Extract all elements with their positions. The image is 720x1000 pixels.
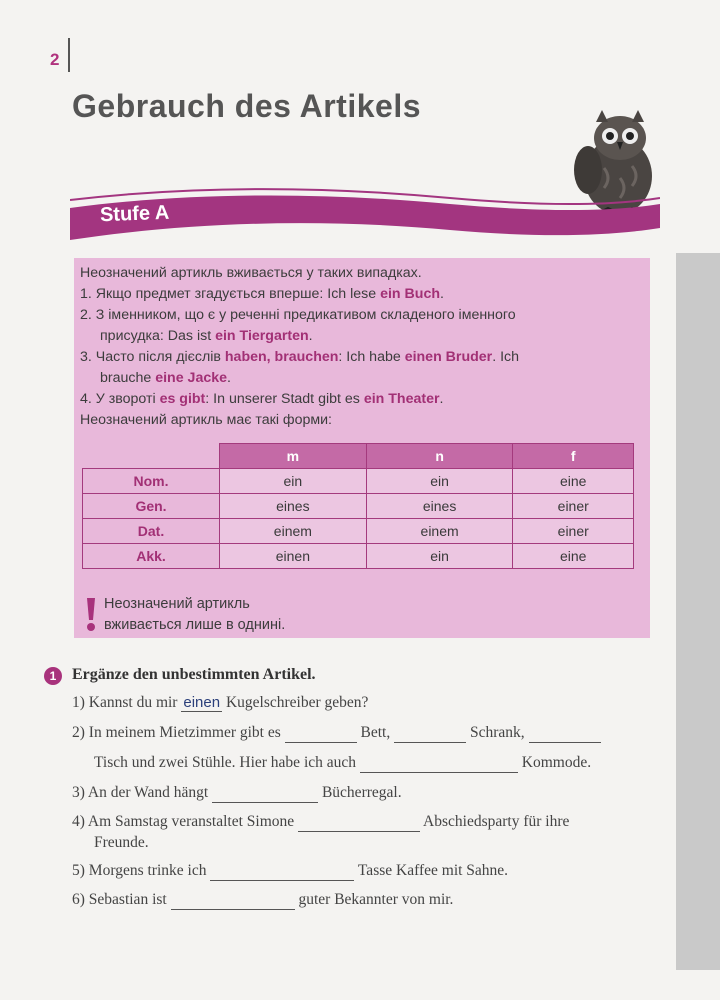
blank-field[interactable] [529,724,601,743]
rule-3-cont: brauche eine Jacke. [100,370,231,386]
exercise-item-3: 3) An der Wand hängt Bücherregal. [72,784,402,801]
header-f: f [513,444,634,469]
table-cell: eines [366,494,513,519]
table-cell: ein [366,469,513,494]
page-number: 2 [50,50,60,69]
case-label: Akk. [83,544,220,569]
table-cell: einer [513,519,634,544]
rule-text [80,263,640,431]
blank-field[interactable] [210,862,354,881]
answer-field-1[interactable]: einen [183,694,221,711]
rule-2-cont: присудка: Das ist ein Tiergarten. [100,328,313,344]
rule-2: 2. З іменником, що є у реченні предикативом складеного іменного [80,307,516,323]
exercise-item-4: 4) Am Samstag veranstaltet Simone Abschiedsparty für ihre [72,813,570,830]
rule-intro: Неозначений артикль вживається у таких випадках. [80,265,422,281]
note-line-2: вживається лише в однині. [104,617,286,633]
header-n: n [366,444,513,469]
side-strip [676,253,720,970]
blank-field[interactable] [285,724,357,743]
table-cell: einem [220,519,367,544]
table-cell: einem [366,519,513,544]
exercise-item-2-cont: Tisch und zwei Stühle. Hier habe ich auch Kommode. [94,754,592,771]
table-header-row [83,444,634,469]
exercise-item-2: 2) In meinem Mietzimmer gibt es Bett, Schrank, [72,724,601,743]
case-label: Dat. [83,519,220,544]
blank-field[interactable] [171,891,295,910]
table-cell: eine [513,544,634,569]
exercise-title: Ergänze den unbestimmten Artikel. [72,666,316,683]
exercise-item-1: 1) Kannst du mir einen Kugelschreiber geben? [72,694,369,711]
header-m: m [220,444,367,469]
table-cell: ein [220,469,367,494]
article-table [82,443,634,569]
table-cell: ein [366,544,513,569]
rule-4: 4. У звороті es gibt: In unserer Stadt gibt es ein Theater. [80,391,444,407]
table-cell: einer [513,494,634,519]
blank-field[interactable] [298,813,420,832]
table-cell: einen [220,544,367,569]
note-text [104,594,285,636]
level-label: Stufe A [99,201,170,227]
note-line-1: Неозначений артикль [104,596,250,612]
page-title: Gebrauch des Artikels [72,88,421,124]
exclamation-icon [84,598,98,632]
table-cell: eines [220,494,367,519]
blank-field[interactable] [394,724,466,743]
table-row [83,519,634,544]
table-row [83,469,634,494]
rule-1: 1. Якщо предмет згадується вперше: Ich lese ein Buch. [80,286,444,302]
case-label: Nom. [83,469,220,494]
exercise-item-6: 6) Sebastian ist guter Bekannter von mir. [72,891,454,908]
blank-field[interactable] [212,784,318,803]
exercise-number-badge: 1 [44,667,62,685]
exercise-item-5: 5) Morgens trinke ich Tasse Kaffee mit Sahne. [72,862,509,879]
page-number-divider [68,38,70,72]
exercise-item-4-cont: Freunde. [94,834,149,851]
table-row [83,544,634,569]
table-row [83,494,634,519]
rule-3: 3. Часто після дієслів haben, brauchen: Ich habe einen Bruder. Ich [80,349,520,365]
table-cell: eine [513,469,634,494]
case-label: Gen. [83,494,220,519]
forms-intro: Неозначений артикль має такі форми: [80,412,332,428]
blank-field[interactable] [360,754,518,773]
